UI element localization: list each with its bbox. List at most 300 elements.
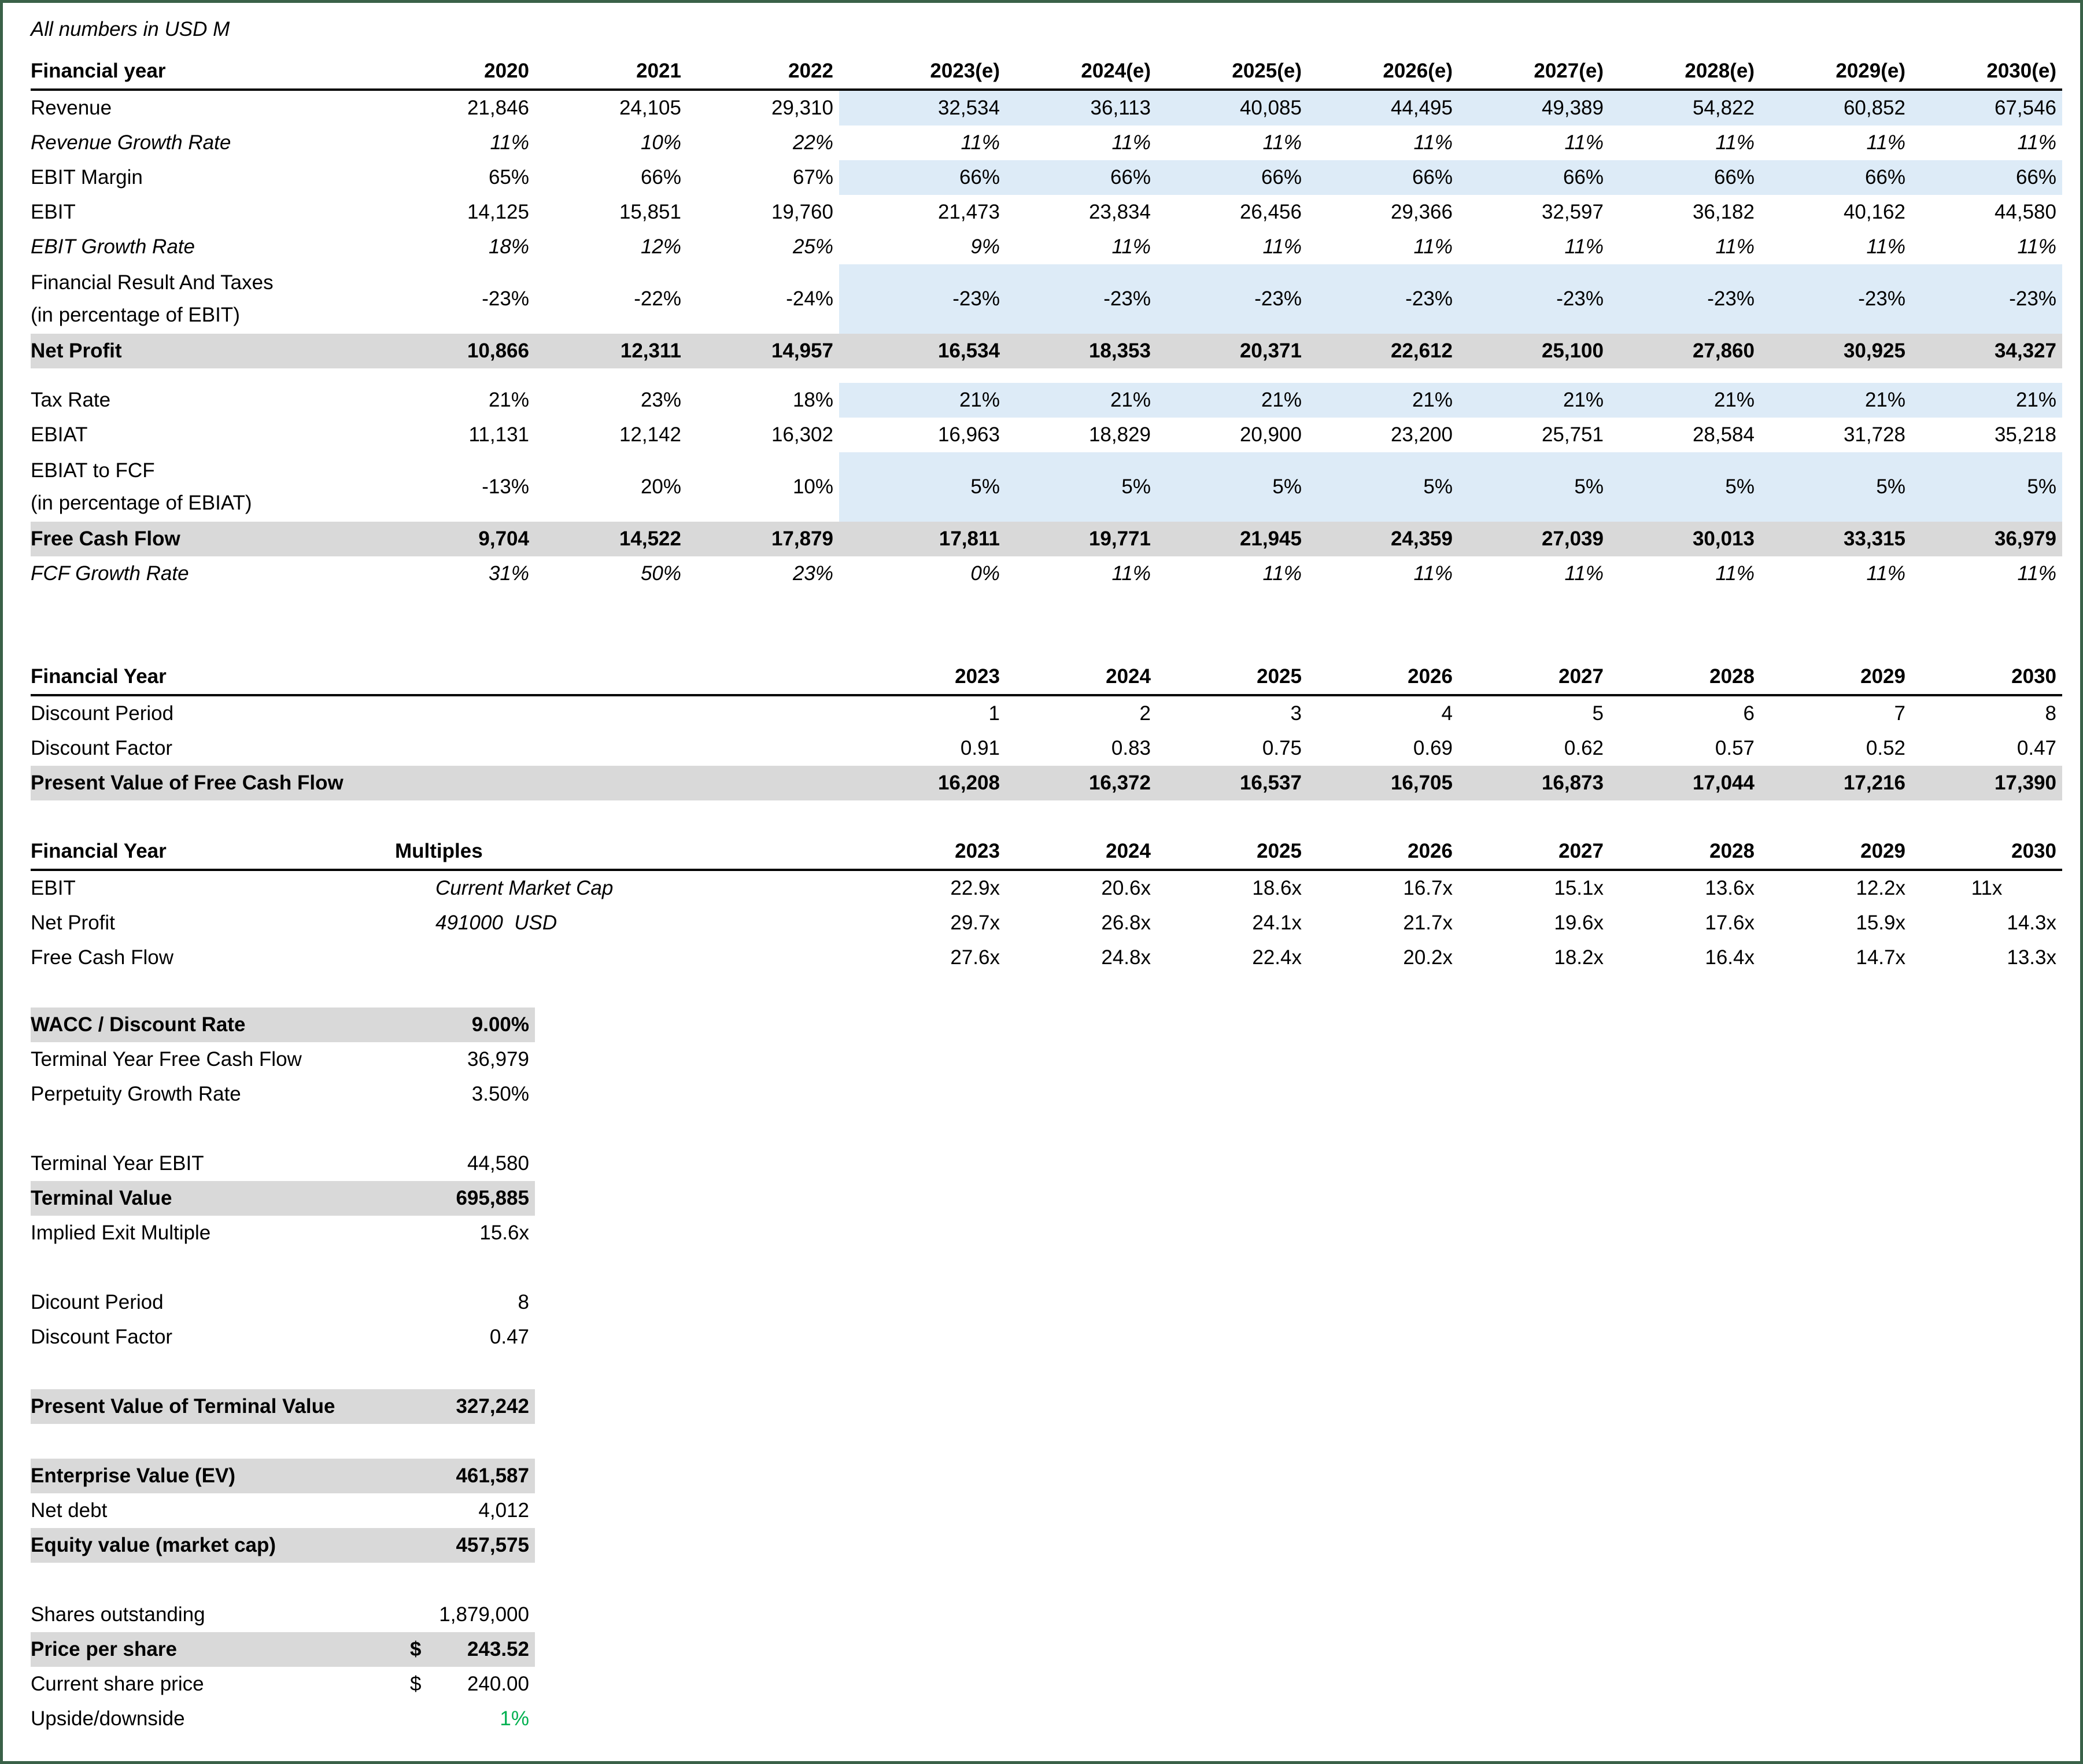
cell: 26.8x xyxy=(1101,911,1151,934)
cell: -23% xyxy=(1458,264,1609,334)
cell: 11% xyxy=(2017,131,2056,154)
row-label xyxy=(31,452,378,522)
cell: 5% xyxy=(1458,452,1609,522)
cell: 0.83 xyxy=(1111,737,1151,759)
cell: 36,979 xyxy=(1994,527,2056,550)
cell: 23% xyxy=(640,389,681,411)
cell: 30,013 xyxy=(1692,527,1755,550)
cell: 21% xyxy=(1609,383,1760,418)
cell: 5% xyxy=(1308,452,1458,522)
cell: 2030 xyxy=(2011,665,2056,688)
cell: 11% xyxy=(1564,562,1604,585)
cell: 11% xyxy=(2017,562,2056,585)
summary-row xyxy=(31,1285,535,1320)
cell: 17,390 xyxy=(1994,772,2056,794)
cell: 5% xyxy=(1911,452,2062,522)
cell: 0% xyxy=(970,562,1000,585)
cell: 27,039 xyxy=(1541,527,1604,550)
cell: 24,359 xyxy=(1390,527,1453,550)
cell: 20.2x xyxy=(1403,946,1453,969)
row-label: Shares outstanding xyxy=(31,1603,205,1626)
cell: 67,546 xyxy=(1911,91,2062,126)
row-label: Terminal Year EBIT xyxy=(31,1152,204,1175)
row-label: EBIT Growth Rate xyxy=(31,235,195,258)
cell: 11% xyxy=(1715,131,1755,154)
table-row xyxy=(31,160,2062,195)
cell: 31,728 xyxy=(1843,423,1905,446)
cell: 2026 xyxy=(1408,840,1453,862)
cell: -23% xyxy=(1911,264,2062,334)
summary-value: 44,580 xyxy=(467,1152,529,1175)
summary-row xyxy=(31,1667,535,1702)
table-row xyxy=(31,91,2062,126)
section-spacer xyxy=(31,591,2062,659)
cell: 27.6x xyxy=(950,946,1000,969)
cell: 66% xyxy=(1760,160,1911,195)
cell: 19,771 xyxy=(1088,527,1151,550)
row-label: EBIAT xyxy=(31,423,88,446)
cell: 20.6x xyxy=(1101,877,1151,899)
cell: 18,353 xyxy=(1088,339,1151,362)
cell: 25,100 xyxy=(1541,339,1604,362)
cell: 5% xyxy=(1760,452,1911,522)
cell: 11,131 xyxy=(468,423,529,446)
cell: 2024(e) xyxy=(1081,60,1151,82)
cell: 11% xyxy=(1111,562,1151,585)
cell: 14,957 xyxy=(771,339,833,362)
cell: 0.91 xyxy=(960,737,1000,759)
cell: 11% xyxy=(1715,562,1755,585)
summary-value: 461,587 xyxy=(456,1464,529,1487)
cell: 35,218 xyxy=(1994,423,2056,446)
cell: 16,208 xyxy=(937,772,1000,794)
cell: 2028 xyxy=(1709,840,1755,862)
cell: 5 xyxy=(1592,702,1604,725)
cell: 32,534 xyxy=(839,91,1006,126)
cell: 23,200 xyxy=(1390,423,1453,446)
summary-row xyxy=(31,1042,535,1077)
cell: 2023 xyxy=(955,665,1000,688)
cell: 17,811 xyxy=(939,527,1000,550)
summary-value: 0.47 xyxy=(489,1326,529,1348)
cell: 0.47 xyxy=(2016,737,2056,759)
cell: 2023(e) xyxy=(930,60,1000,82)
table-row xyxy=(31,264,2062,334)
section-spacer xyxy=(31,800,2062,834)
cell: 2026(e) xyxy=(1383,60,1453,82)
cell: 7 xyxy=(1894,702,1905,725)
cell: 11% xyxy=(1262,235,1302,258)
multiples-table xyxy=(31,834,2080,975)
summary-value: 327,242 xyxy=(456,1395,529,1418)
cell: 9% xyxy=(970,235,1000,258)
table-row xyxy=(31,383,2062,418)
cell: 11% xyxy=(1564,131,1604,154)
summary-row xyxy=(31,1528,535,1563)
multiples-header: Multiples xyxy=(395,840,483,862)
row-label: Upside/downside xyxy=(31,1707,185,1730)
cell: 21% xyxy=(1760,383,1911,418)
cell: 29.7x xyxy=(950,911,1000,934)
cell: 14,125 xyxy=(467,201,529,223)
cell: 30,925 xyxy=(1843,339,1905,362)
cell: 17,216 xyxy=(1843,772,1905,794)
row-label: Perpetuity Growth Rate xyxy=(31,1083,241,1105)
row-gap xyxy=(31,1424,2080,1459)
table-row xyxy=(31,334,2062,368)
cell: 11% xyxy=(1866,131,1905,154)
cell: 21% xyxy=(1458,383,1609,418)
cell: 36,113 xyxy=(1006,91,1157,126)
cell: 24,105 xyxy=(619,97,681,119)
cell: 18.6x xyxy=(1252,877,1302,899)
sheet-content xyxy=(3,3,2080,1736)
row-label: Net Profit xyxy=(31,339,122,362)
cell: 13.3x xyxy=(2007,946,2056,969)
cell: 66% xyxy=(839,160,1006,195)
cell: 12.2x xyxy=(1856,877,1905,899)
cell: 20,371 xyxy=(1239,339,1302,362)
cell: 21,846 xyxy=(467,97,529,119)
cell: 16,302 xyxy=(771,423,833,446)
table-row xyxy=(31,696,2062,731)
cell: -23% xyxy=(1609,264,1760,334)
cell: 1 xyxy=(988,702,1000,725)
valuation-summary xyxy=(31,1008,2080,1736)
cell: 11% xyxy=(1866,235,1905,258)
cell: 29,310 xyxy=(771,97,833,119)
row-label: Net debt xyxy=(31,1499,108,1522)
currency-symbol: $ xyxy=(410,1673,422,1695)
cell: 21% xyxy=(1308,383,1458,418)
cell: -23% xyxy=(1308,264,1458,334)
sheet-title: All numbers in USD M xyxy=(31,18,230,40)
cell: 20% xyxy=(640,475,681,498)
row-label: Revenue xyxy=(31,97,112,119)
cell: 2025 xyxy=(1257,665,1302,688)
cell: 16,705 xyxy=(1390,772,1453,794)
cell: 2022 xyxy=(788,60,833,82)
cell: 2020 xyxy=(484,60,529,82)
cell: 0.69 xyxy=(1413,737,1453,759)
cell: 18% xyxy=(488,235,529,258)
cell: 66% xyxy=(1458,160,1609,195)
row-label-line: (in percentage of EBIAT) xyxy=(31,492,252,514)
cell: 14.3x xyxy=(2007,911,2056,934)
cell: 16,963 xyxy=(937,423,1000,446)
cell: 25,751 xyxy=(1541,423,1604,446)
cell: 66% xyxy=(1308,160,1458,195)
cell: 2028(e) xyxy=(1685,60,1755,82)
cell: 19,760 xyxy=(771,201,833,223)
cell: 28,584 xyxy=(1692,423,1755,446)
cell: 2024 xyxy=(1106,840,1151,862)
cell: 5% xyxy=(1006,452,1157,522)
cell: 27,860 xyxy=(1692,339,1755,362)
cell: -23% xyxy=(839,264,1006,334)
row-label: Equity value (market cap) xyxy=(31,1534,276,1556)
summary-value xyxy=(378,1667,535,1702)
cell: 11% xyxy=(2017,235,2056,258)
cell: 16,372 xyxy=(1088,772,1151,794)
cell: -24% xyxy=(786,287,833,310)
cell: 2027 xyxy=(1558,840,1604,862)
summary-number: 243.52 xyxy=(467,1638,529,1660)
cell: -23% xyxy=(1760,264,1911,334)
cell: 13.6x xyxy=(1705,877,1755,899)
cell: 21% xyxy=(839,383,1006,418)
cell: 8 xyxy=(2045,702,2056,725)
row-label: EBIT xyxy=(31,201,76,223)
summary-value: 3.50% xyxy=(471,1083,529,1105)
cell: 29,366 xyxy=(1390,201,1453,223)
row-label: EBIT xyxy=(31,877,76,899)
cell: -23% xyxy=(1157,264,1308,334)
cell: 14.7x xyxy=(1856,946,1905,969)
cell: 11% xyxy=(490,131,529,154)
cell: 22.9x xyxy=(950,877,1000,899)
cell: 11% xyxy=(1262,131,1302,154)
cell: 11% xyxy=(1413,235,1453,258)
cell: 2021 xyxy=(636,60,681,82)
cell: 15,851 xyxy=(619,201,681,223)
cell: 66% xyxy=(1911,160,2062,195)
cell: 2030 xyxy=(2011,840,2056,862)
summary-row xyxy=(31,1597,535,1632)
cell: 40,085 xyxy=(1157,91,1308,126)
row-gap xyxy=(31,1355,2080,1389)
row-label: WACC / Discount Rate xyxy=(31,1013,246,1036)
row-label-line: EBIAT to FCF xyxy=(31,459,155,482)
cell: 22% xyxy=(792,131,833,154)
row-label: Terminal Value xyxy=(31,1187,172,1209)
cell: 11% xyxy=(1111,235,1151,258)
cell: 17,879 xyxy=(771,527,833,550)
table-row xyxy=(31,871,2062,906)
cell: 2 xyxy=(1139,702,1151,725)
cell: 31% xyxy=(488,562,529,585)
cell: 10% xyxy=(792,475,833,498)
cell: 21% xyxy=(1006,383,1157,418)
cell: 18.2x xyxy=(1554,946,1604,969)
cell: 21% xyxy=(1911,383,2062,418)
table-header xyxy=(31,659,2062,696)
cell: 11% xyxy=(1262,562,1302,585)
section-spacer xyxy=(31,975,2062,1008)
cell: 2024 xyxy=(1106,665,1151,688)
row-note xyxy=(378,940,839,975)
summary-row xyxy=(31,1493,535,1528)
cell: 2023 xyxy=(955,840,1000,862)
cell: 19.6x xyxy=(1554,911,1604,934)
table-row xyxy=(31,940,2062,975)
table-row xyxy=(31,452,2062,522)
row-label: Tax Rate xyxy=(31,389,111,411)
cell: 33,315 xyxy=(1843,527,1905,550)
cell: 16,534 xyxy=(937,339,1000,362)
cell: 0.62 xyxy=(1564,737,1604,759)
summary-row xyxy=(31,1008,535,1042)
summary-row xyxy=(31,1320,535,1355)
summary-row xyxy=(31,1632,535,1667)
summary-row xyxy=(31,1146,535,1181)
row-label: Dicount Period xyxy=(31,1291,164,1313)
cell: 15.1x xyxy=(1554,877,1604,899)
table-row xyxy=(31,522,2062,556)
cell: 11% xyxy=(961,131,1000,154)
row-label: FCF Growth Rate xyxy=(31,562,189,585)
cell: 9,704 xyxy=(478,527,529,550)
cell: 17.6x xyxy=(1705,911,1755,934)
cell: 2030(e) xyxy=(1986,60,2056,82)
cell: 54,822 xyxy=(1609,91,1760,126)
cell: 18% xyxy=(792,389,833,411)
summary-value: 695,885 xyxy=(456,1187,529,1209)
cell: 32,597 xyxy=(1541,201,1604,223)
cell: 66% xyxy=(1157,160,1308,195)
cell: 5% xyxy=(1157,452,1308,522)
cell: 23% xyxy=(792,562,833,585)
table-row xyxy=(31,418,2062,452)
cell: 12,142 xyxy=(619,423,681,446)
table-row xyxy=(31,230,2062,264)
cell: 10% xyxy=(640,131,681,154)
cell: 11% xyxy=(1413,131,1453,154)
row-label: Free Cash Flow xyxy=(31,946,174,969)
summary-value: 36,979 xyxy=(467,1048,529,1071)
header-label: Financial year xyxy=(31,60,166,82)
discount-table xyxy=(31,659,2080,800)
cell: 21% xyxy=(488,389,529,411)
row-note: 491000 USD xyxy=(435,911,557,934)
row-gap xyxy=(31,1250,2080,1285)
cell: 66% xyxy=(1609,160,1760,195)
summary-value: 457,575 xyxy=(456,1534,529,1556)
cell: 11% xyxy=(1715,235,1755,258)
header-label: Financial Year xyxy=(31,665,167,688)
summary-row xyxy=(31,1181,535,1216)
cell: 0.52 xyxy=(1866,737,1905,759)
row-label: Price per share xyxy=(31,1638,177,1660)
row-label: Discount Factor xyxy=(31,737,173,759)
cell: 2026 xyxy=(1408,665,1453,688)
cell: 11x xyxy=(1971,877,2003,899)
cell: 0.57 xyxy=(1715,737,1755,759)
summary-number: 240.00 xyxy=(467,1673,529,1695)
row-label: Enterprise Value (EV) xyxy=(31,1464,236,1487)
cell: 6 xyxy=(1743,702,1755,725)
table-row xyxy=(31,906,2062,940)
cell: 2025(e) xyxy=(1232,60,1302,82)
cell: 16,873 xyxy=(1541,772,1604,794)
cell: 16.7x xyxy=(1403,877,1453,899)
cell: 12% xyxy=(640,235,681,258)
row-label: Discount Factor xyxy=(31,1326,173,1348)
cell: 0.75 xyxy=(1262,737,1302,759)
row-gap xyxy=(31,368,2080,383)
summary-value: 9.00% xyxy=(471,1013,529,1036)
cell: 2025 xyxy=(1257,840,1302,862)
summary-value xyxy=(378,1632,535,1667)
table-row xyxy=(31,766,2062,800)
table-row xyxy=(31,126,2062,160)
cell: 36,182 xyxy=(1692,201,1755,223)
cell: 40,162 xyxy=(1843,201,1905,223)
row-label-line: Financial Result And Taxes xyxy=(31,271,274,294)
cell: 21% xyxy=(1157,383,1308,418)
cell: 25% xyxy=(792,235,833,258)
cell: 44,580 xyxy=(1994,201,2056,223)
cell: 12,311 xyxy=(620,339,681,362)
row-label: Free Cash Flow xyxy=(31,527,180,550)
cell: 11% xyxy=(1111,131,1151,154)
cell: 26,456 xyxy=(1239,201,1302,223)
cell: 5% xyxy=(839,452,1006,522)
table-row xyxy=(31,731,2062,766)
cell: 65% xyxy=(488,166,529,189)
row-label: Terminal Year Free Cash Flow xyxy=(31,1048,302,1071)
cell: 11% xyxy=(1866,562,1905,585)
cell: 20,900 xyxy=(1239,423,1302,446)
cell: 67% xyxy=(792,166,833,189)
cell: 2029(e) xyxy=(1835,60,1905,82)
cell: 17,044 xyxy=(1692,772,1755,794)
cell: 23,834 xyxy=(1088,201,1151,223)
row-label-line: (in percentage of EBIT) xyxy=(31,304,240,326)
cell: 2028 xyxy=(1709,665,1755,688)
cell: 66% xyxy=(640,166,681,189)
row-label xyxy=(31,264,378,334)
cell: -13% xyxy=(482,475,529,498)
cell: 22,612 xyxy=(1390,339,1453,362)
cell: 14,522 xyxy=(619,527,681,550)
cell: 24.8x xyxy=(1101,946,1151,969)
row-note: Current Market Cap xyxy=(435,877,614,899)
cell: 15.9x xyxy=(1856,911,1905,934)
summary-row xyxy=(31,1077,535,1112)
row-label: Revenue Growth Rate xyxy=(31,131,231,154)
row-label: Present Value of Terminal Value xyxy=(31,1395,335,1418)
summary-row xyxy=(31,1459,535,1493)
table-row xyxy=(31,556,2062,591)
header-label: Financial Year xyxy=(31,840,167,862)
cell: -23% xyxy=(482,287,529,310)
cell: 16,537 xyxy=(1239,772,1302,794)
summary-value: 15.6x xyxy=(479,1221,529,1244)
table-header xyxy=(31,54,2062,91)
summary-row xyxy=(31,1389,535,1424)
cell: 21.7x xyxy=(1403,911,1453,934)
currency-symbol: $ xyxy=(410,1638,422,1660)
cell: 2029 xyxy=(1860,840,1905,862)
summary-row xyxy=(31,1702,535,1736)
cell: 10,866 xyxy=(467,339,529,362)
cell: 21,473 xyxy=(937,201,1000,223)
cell: -22% xyxy=(634,287,681,310)
cell: 50% xyxy=(640,562,681,585)
row-label: Current share price xyxy=(31,1673,204,1695)
row-label: Implied Exit Multiple xyxy=(31,1221,211,1244)
summary-value: 4,012 xyxy=(478,1499,529,1522)
cell: 49,389 xyxy=(1458,91,1609,126)
cell: 2029 xyxy=(1860,665,1905,688)
cell: 3 xyxy=(1290,702,1302,725)
summary-value: 1% xyxy=(500,1707,529,1730)
row-label: Discount Period xyxy=(31,702,174,725)
summary-value: 8 xyxy=(518,1291,529,1313)
cell: -23% xyxy=(1006,264,1157,334)
cell: 5% xyxy=(1609,452,1760,522)
